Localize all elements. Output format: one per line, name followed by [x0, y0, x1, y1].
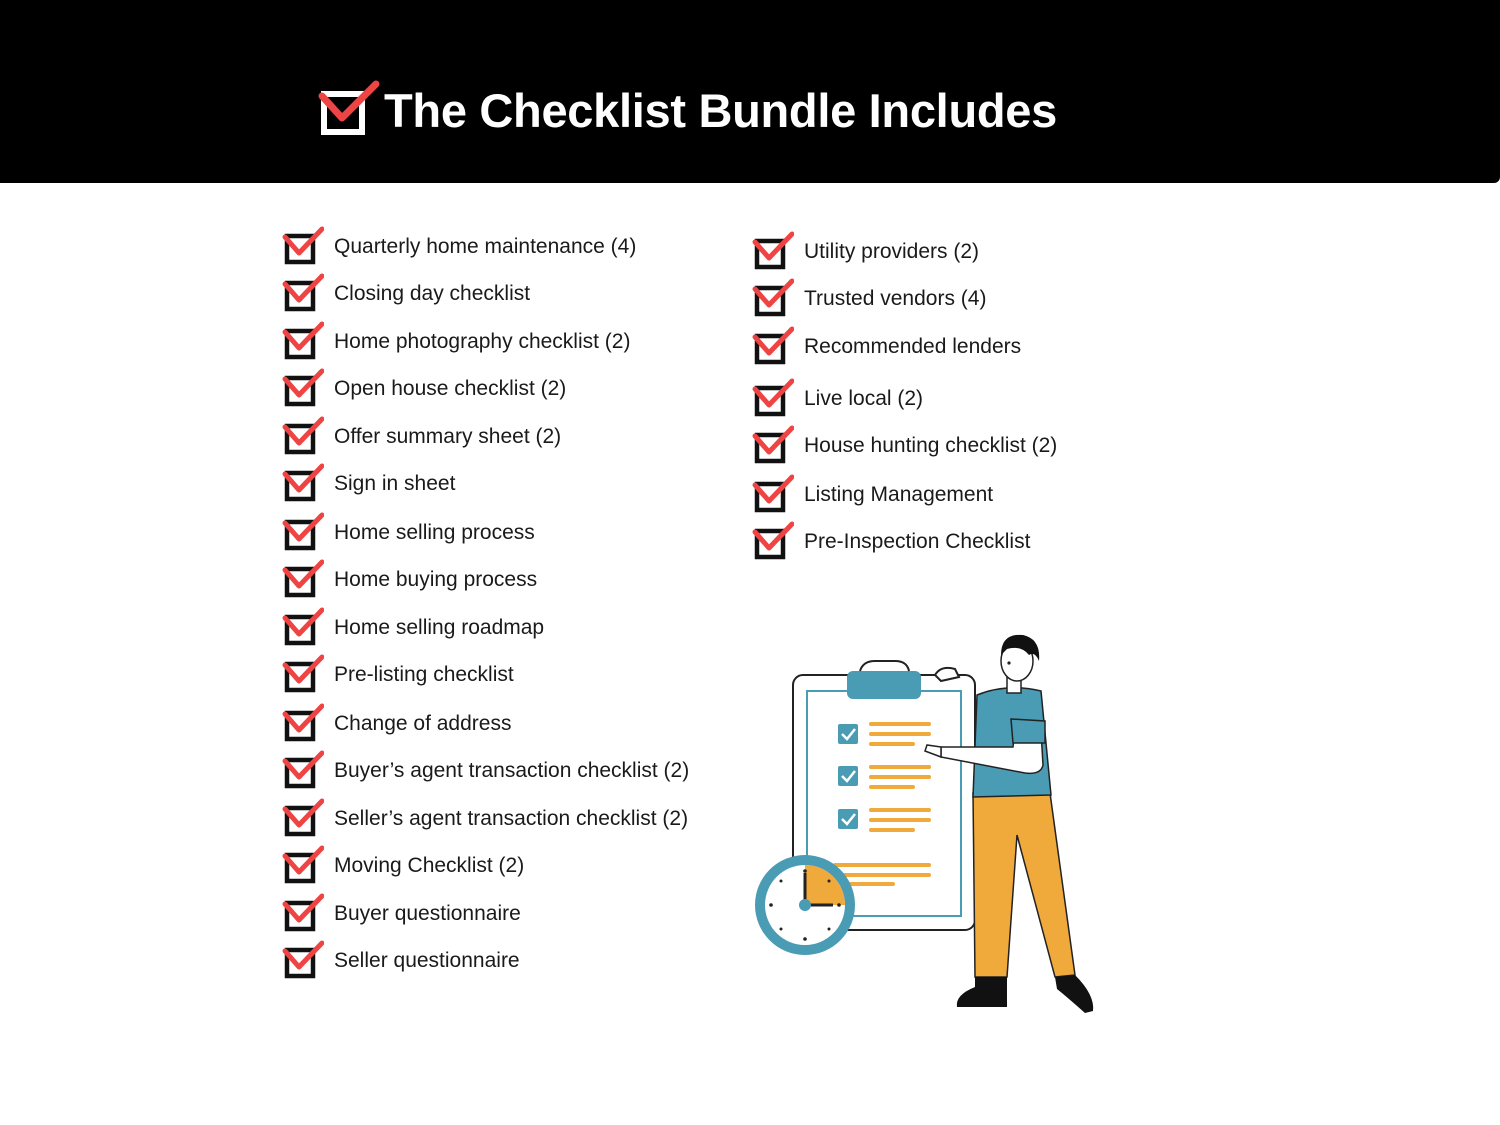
checklist-item-label: Home photography checklist (2) [334, 330, 631, 353]
checkbox-checked-icon [282, 512, 324, 554]
checklist-item-label: House hunting checklist (2) [804, 434, 1058, 457]
checklist-item [282, 321, 742, 363]
person-with-clipboard-illustration [745, 625, 1105, 1020]
checkbox-checked-icon [282, 703, 324, 745]
checklist-item-label: Recommended lenders [804, 335, 1022, 358]
checklist-item-label: Buyer questionnaire [334, 902, 521, 925]
checkbox-checked-icon [282, 893, 324, 935]
checkbox-checked-icon [282, 226, 324, 268]
checklist-item [282, 226, 742, 268]
checklist-item-label: Home buying process [334, 568, 538, 591]
checklist-item [282, 703, 742, 745]
checklist-item [282, 368, 742, 410]
checkbox-checked-icon [282, 654, 324, 696]
checklist-item [282, 940, 742, 982]
checklist-item [282, 654, 742, 696]
checklist-item [752, 474, 1212, 516]
checkbox-checked-icon [282, 798, 324, 840]
header-banner [0, 0, 1500, 183]
checklist-item-label: Seller’s agent transaction checklist (2) [334, 807, 689, 830]
checklist-item [752, 278, 1212, 320]
checklist-item-label: Closing day checklist [334, 282, 531, 305]
checklist-item [282, 559, 742, 601]
checklist-item-label: Listing Management [804, 483, 994, 506]
checklist-item-label: Sign in sheet [334, 472, 456, 495]
checklist-item-label: Pre-listing checklist [334, 663, 514, 686]
clock-icon [755, 855, 855, 955]
checklist-item [282, 463, 742, 505]
checkbox-checked-icon [282, 273, 324, 315]
checkbox-checked-icon [282, 559, 324, 601]
checklist-item-label: Home selling roadmap [334, 616, 545, 639]
checklist-item-label: Offer summary sheet (2) [334, 425, 562, 448]
checkbox-checked-icon [752, 231, 794, 273]
checklist-item [282, 607, 742, 649]
page-title: The Checklist Bundle Includes [384, 83, 1057, 137]
checkbox-checked-icon [282, 416, 324, 458]
checklist-item [752, 378, 1212, 420]
clipboard-checks [838, 724, 858, 829]
checkbox-checked-icon [752, 278, 794, 320]
checklist-item [282, 512, 742, 554]
checkbox-checked-icon [752, 521, 794, 563]
checklist-item-label: Home selling process [334, 521, 535, 544]
checkbox-checked-icon [752, 474, 794, 516]
checklist-item [752, 425, 1212, 467]
checkbox-checked-icon [318, 80, 380, 140]
checklist-item-label: Open house checklist (2) [334, 377, 567, 400]
checklist-item-label: Moving Checklist (2) [334, 854, 525, 877]
checklist-item-label: Quarterly home maintenance (4) [334, 235, 637, 258]
checklist-item [282, 798, 742, 840]
checkbox-checked-icon [282, 463, 324, 505]
checklist-item-label: Buyer’s agent transaction checklist (2) [334, 759, 690, 782]
checklist-item-label: Pre-Inspection Checklist [804, 530, 1031, 553]
checklist-item [752, 231, 1212, 273]
checkbox-checked-icon [752, 378, 794, 420]
checklist-item [282, 273, 742, 315]
checkbox-checked-icon [282, 321, 324, 363]
checklist-item-label: Trusted vendors (4) [804, 287, 987, 310]
checklist-item-label: Utility providers (2) [804, 240, 980, 263]
checkbox-checked-icon [282, 940, 324, 982]
checkbox-checked-icon [752, 326, 794, 368]
checklist-item [282, 416, 742, 458]
checkbox-checked-icon [282, 368, 324, 410]
checklist-item [752, 521, 1212, 563]
checkbox-checked-icon [282, 750, 324, 792]
checkbox-checked-icon [282, 845, 324, 887]
checklist-item [752, 326, 1212, 368]
checkbox-checked-icon [752, 425, 794, 467]
checklist-item-label: Seller questionnaire [334, 949, 520, 972]
checklist-item-label: Change of address [334, 712, 512, 735]
checklist-item-label: Live local (2) [804, 387, 924, 410]
checklist-item [282, 750, 742, 792]
title-group [318, 80, 1057, 140]
checklist-item [282, 893, 742, 935]
checklist-item [282, 845, 742, 887]
checkbox-checked-icon [282, 607, 324, 649]
